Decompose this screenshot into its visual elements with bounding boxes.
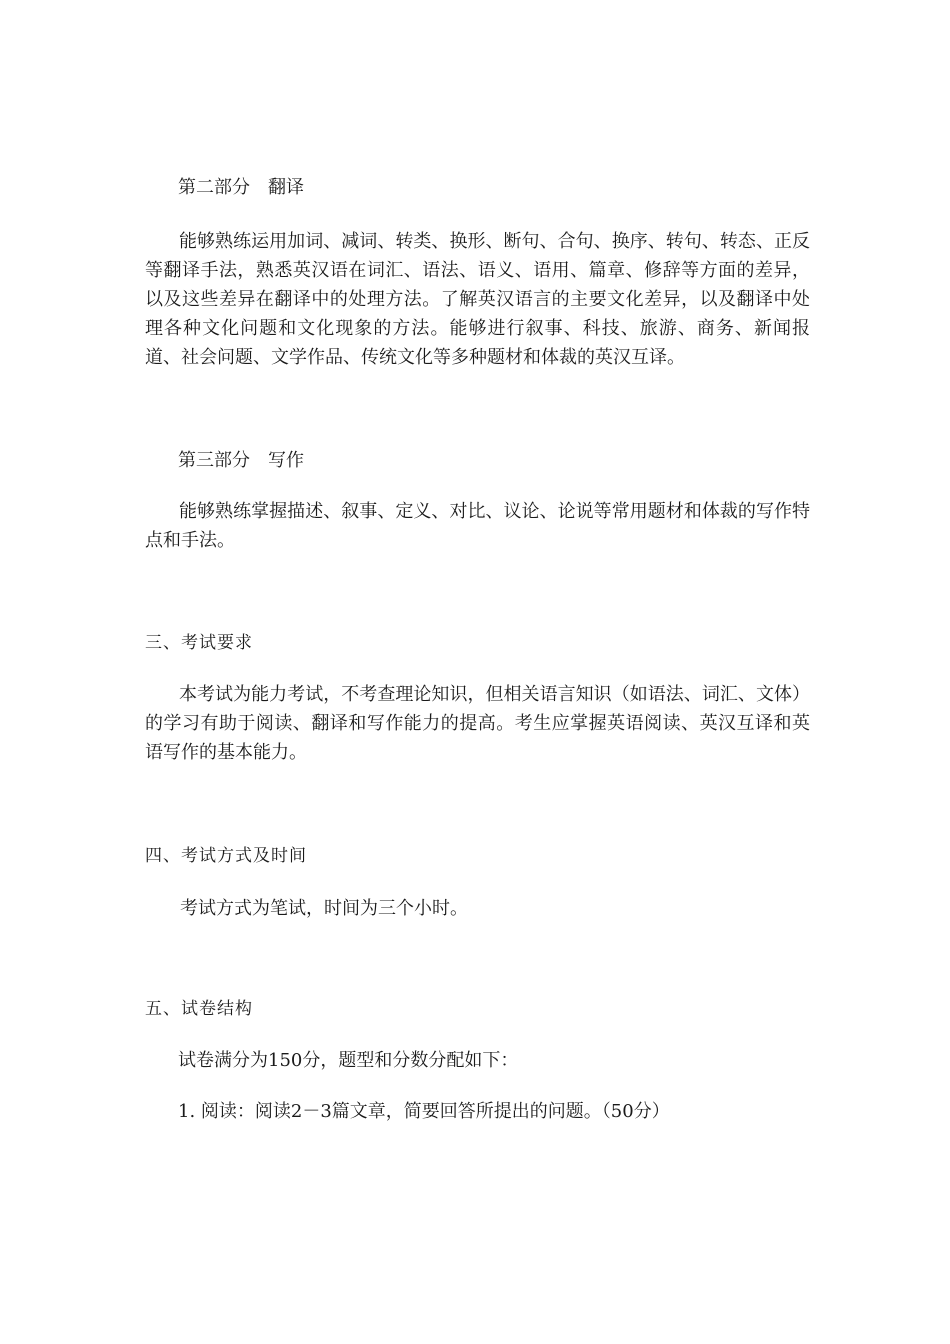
part2-title: 第二部分 翻译 — [178, 177, 304, 198]
section5-item-1: 1. 阅读：阅读2－3篇文章，简要回答所提出的问题。（50分） — [178, 1101, 670, 1122]
part3-title: 第三部分 写作 — [178, 450, 304, 471]
section4-heading: 四、考试方式及时间 — [145, 846, 307, 866]
section5-heading: 五、试卷结构 — [145, 999, 253, 1019]
part2-body: 能够熟练运用加词、减词、转类、换形、断句、合句、换序、转句、转态、正反等翻译手法，熟悉英汉语在词汇、语法、语义、语用、篇章、修辞等方面的差异，以及这些差异在翻译中的处理方法。了解英汉语言的主要文化差异，以及翻译中处理各种文化问题和文化现象的方法。能够进行叙事、科技、旅游、商务、新闻报道、社会问题、文学作品、传统文化等多种题材和体裁的英汉互译。 — [145, 231, 810, 368]
section3-heading: 三、考试要求 — [145, 633, 253, 653]
section4-body: 考试方式为笔试，时间为三个小时。 — [180, 898, 468, 919]
section5-intro: 试卷满分为150分，题型和分数分配如下： — [178, 1050, 519, 1071]
part3-body: 能够熟练掌握描述、叙事、定义、对比、议论、论说等常用题材和体裁的写作特点和手法。 — [145, 501, 810, 551]
section3-body: 本考试为能力考试，不考查理论知识，但相关语言知识（如语法、词汇、文体）的学习有助于阅读、翻译和写作能力的提高。考生应掌握英语阅读、英汉互译和英语写作的基本能力。 — [145, 684, 810, 763]
